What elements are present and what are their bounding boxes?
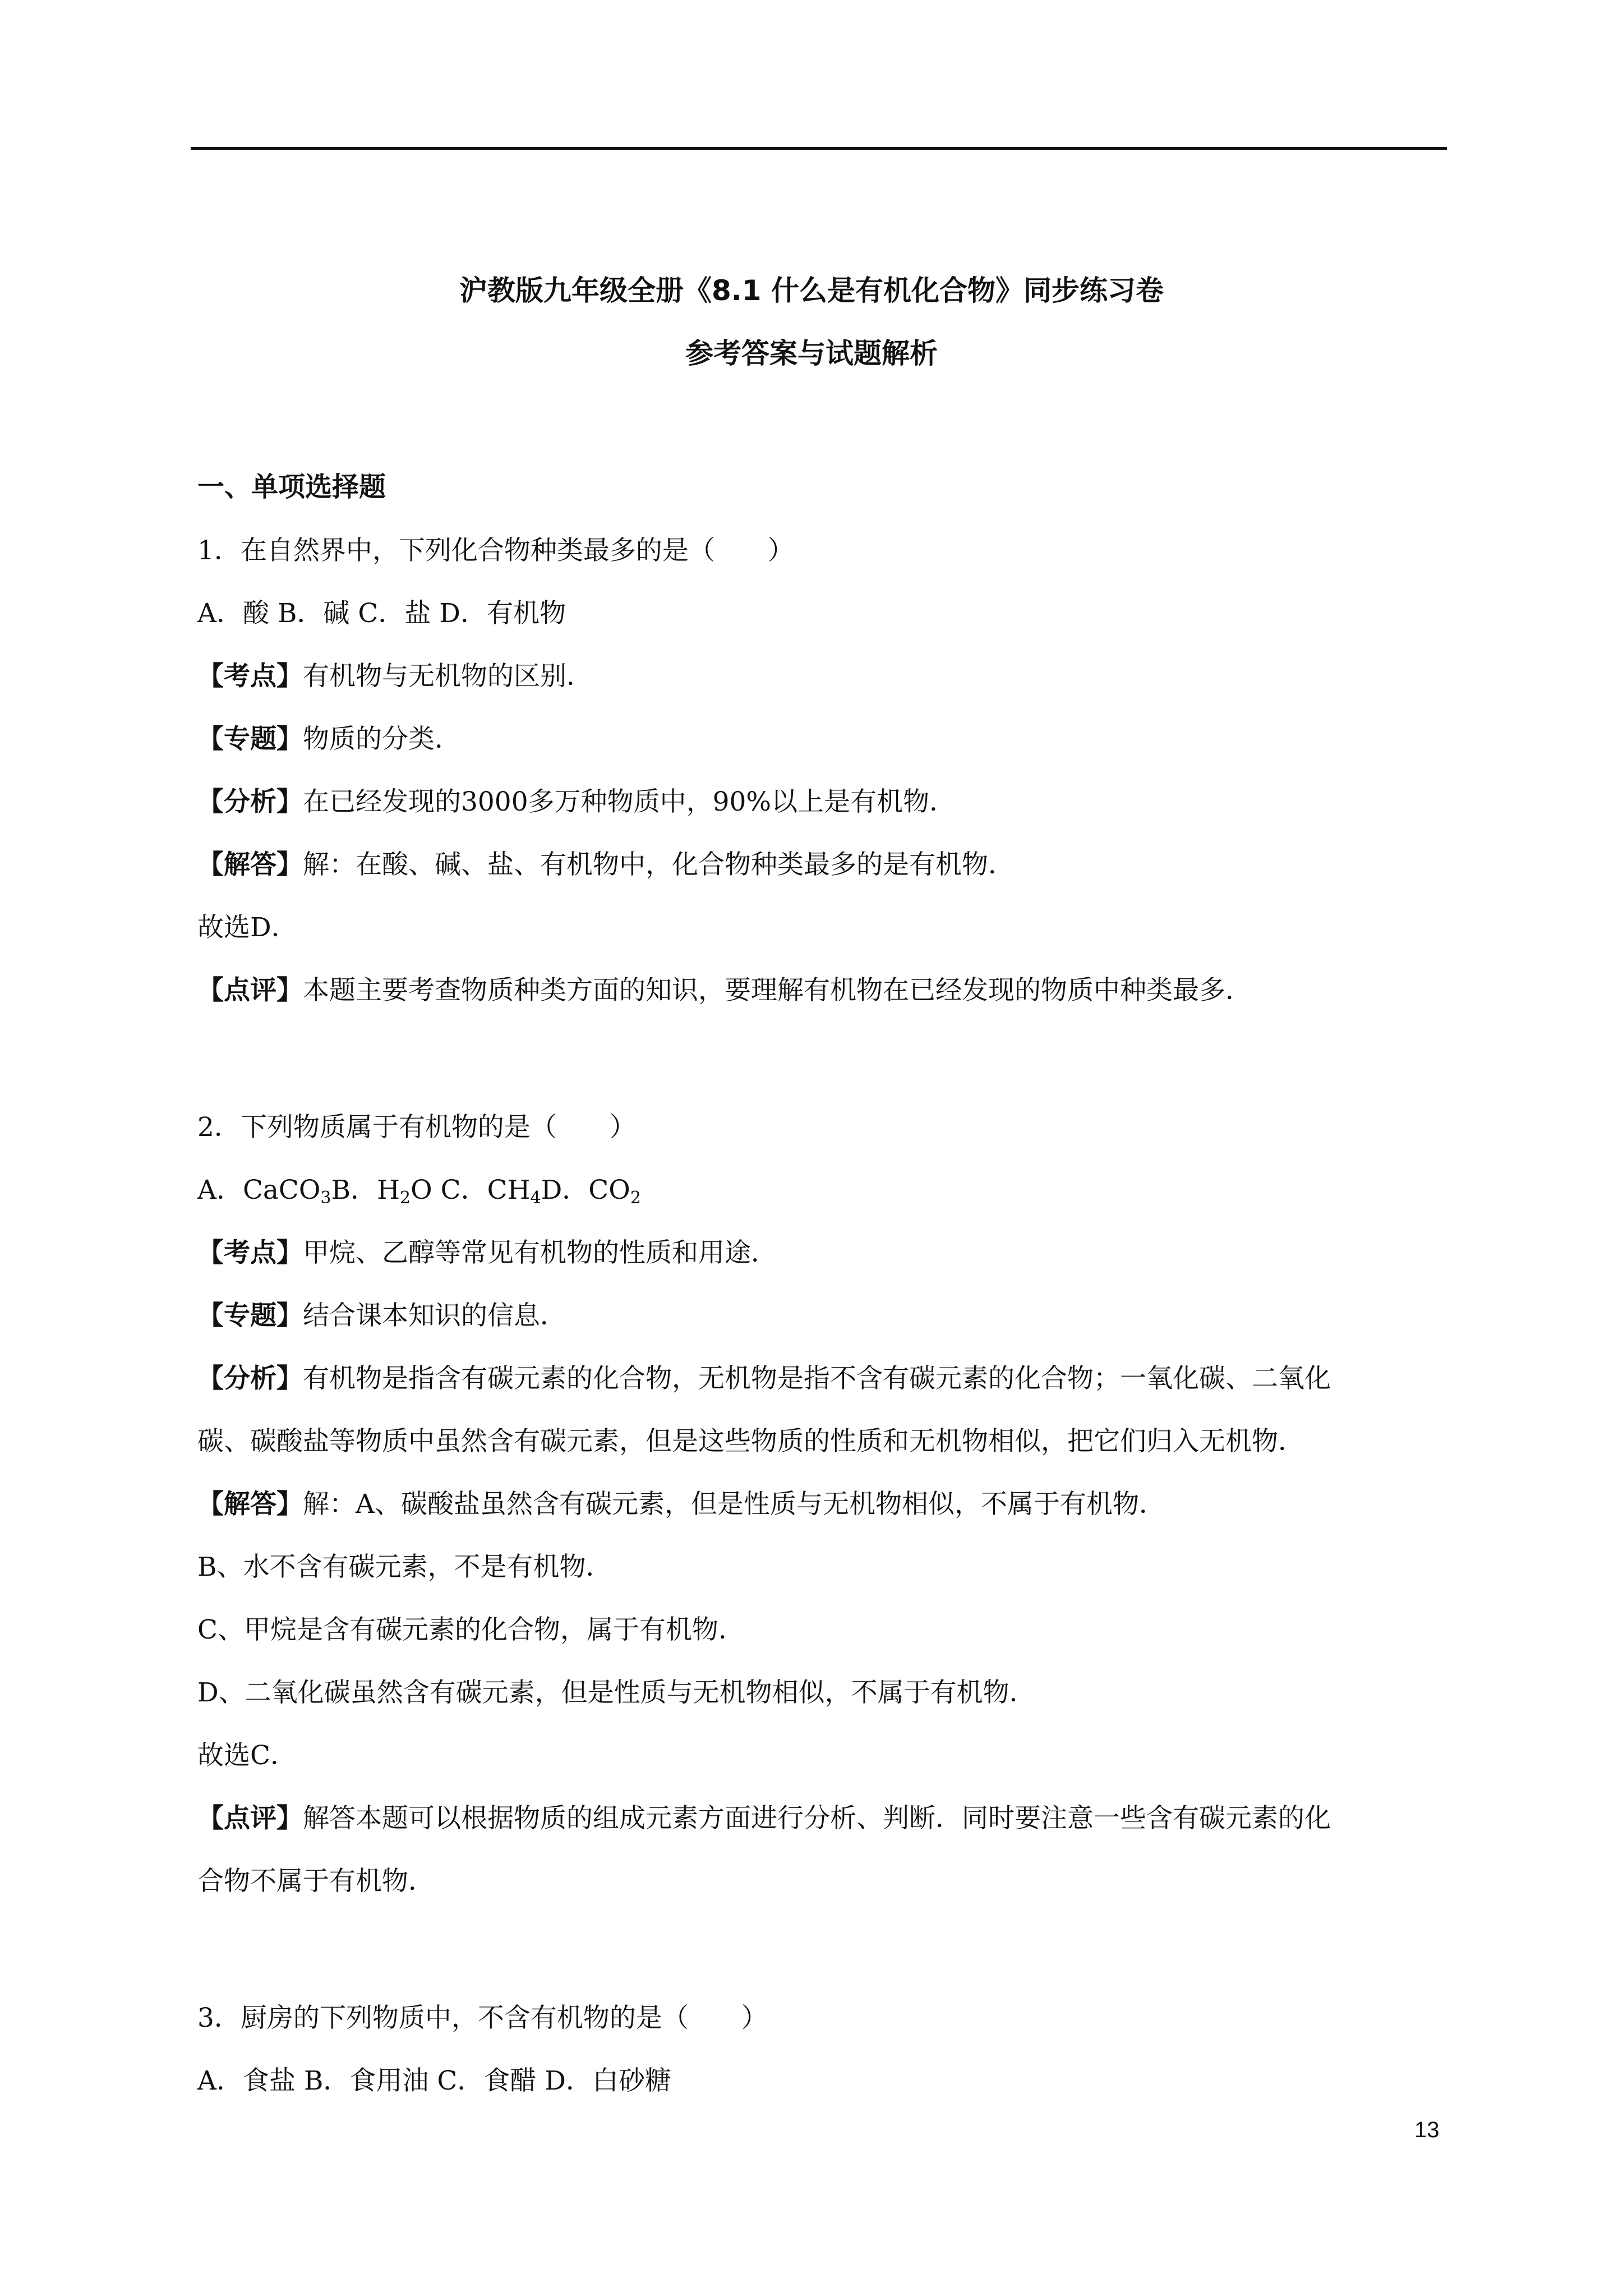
q1-jieda xyxy=(197,848,1015,882)
q1-options: A．酸 B．碱 C．盐 D．有机物 xyxy=(197,598,566,629)
q2-fenxi-continued: 碳、碳酸盐等物质中虽然含有碳元素，但是这些物质的性质和无机物相似，把它们归入无机物． xyxy=(197,1426,1304,1457)
fenxi-text: 在已经发现的3000多万种物质中，90%以上是有机物． xyxy=(303,786,956,817)
q3-stem: 3．厨房的下列物质中，不含有机物的是（ ） xyxy=(197,2003,768,2033)
header-rule xyxy=(191,147,1447,150)
dianping-text: 解答本题可以根据物质的组成元素方面进行分析、判断．同时要注意一些含有碳元素的化 xyxy=(303,1803,1331,1834)
zhuanti-text: 结合课本知识的信息． xyxy=(303,1300,566,1331)
fenxi-tag: 【分析】 xyxy=(197,786,303,817)
q2-answer: 故选C． xyxy=(197,1740,297,1771)
q2-stem: 2．下列物质属于有机物的是（ ） xyxy=(197,1112,636,1143)
document-title: 沪教版九年级全册《8.1 什么是有机化合物》同步练习卷 xyxy=(459,274,1164,307)
kaodian-tag: 【考点】 xyxy=(197,661,303,692)
jieda-text: 解：A、碳酸盐虽然含有碳元素，但是性质与无机物相似，不属于有机物． xyxy=(303,1489,1165,1520)
q2-jieda-c: C、甲烷是含有碳元素的化合物，属于有机物． xyxy=(197,1614,745,1645)
dianping-tag: 【点评】 xyxy=(197,975,303,1006)
q2-dianping-continued: 合物不属于有机物． xyxy=(197,1866,435,1897)
fenxi-text: 有机物是指含有碳元素的化合物，无机物是指不含有碳元素的化合物；一氧化碳、二氧化 xyxy=(303,1363,1331,1394)
subscript: 3 xyxy=(320,1188,331,1208)
option-d-text: D．CO xyxy=(541,1175,630,1205)
jieda-tag: 【解答】 xyxy=(197,1489,303,1520)
jieda-text: 解：在酸、碱、盐、有机物中，化合物种类最多的是有机物． xyxy=(303,849,1015,880)
q2-jieda xyxy=(197,1488,1165,1521)
q1-zhuanti xyxy=(197,723,461,756)
q2-fenxi xyxy=(197,1362,1331,1396)
document-subtitle: 参考答案与试题解析 xyxy=(685,337,938,370)
kaodian-tag: 【考点】 xyxy=(197,1237,303,1268)
fenxi-tag: 【分析】 xyxy=(197,1363,303,1394)
jieda-tag: 【解答】 xyxy=(197,849,303,880)
section-heading: 一、单项选择题 xyxy=(197,471,386,503)
q2-jieda-b: B、水不含有碳元素，不是有机物． xyxy=(197,1552,612,1582)
q2-zhuanti xyxy=(197,1299,566,1333)
option-b-text: B．H xyxy=(331,1175,400,1205)
kaodian-text: 甲烷、乙醇等常见有机物的性质和用途． xyxy=(303,1237,777,1268)
subscript: 4 xyxy=(530,1188,541,1208)
kaodian-text: 有机物与无机物的区别． xyxy=(303,661,593,692)
zhuanti-tag: 【专题】 xyxy=(197,1300,303,1331)
q1-kaodian xyxy=(197,660,593,693)
option-a-text: A．CaCO xyxy=(197,1175,321,1205)
subscript: 2 xyxy=(630,1188,641,1208)
q1-fenxi xyxy=(197,785,956,819)
option-c-text: O C．CH xyxy=(411,1175,531,1205)
zhuanti-tag: 【专题】 xyxy=(197,724,303,754)
q3-options: A．食盐 B．食用油 C．食醋 D．白砂糖 xyxy=(197,2065,671,2096)
q1-dianping xyxy=(197,974,1252,1007)
subscript: 2 xyxy=(400,1188,411,1208)
dianping-text: 本题主要考查物质种类方面的知识，要理解有机物在已经发现的物质中种类最多． xyxy=(303,975,1252,1006)
zhuanti-text: 物质的分类． xyxy=(303,724,461,754)
dianping-tag: 【点评】 xyxy=(197,1803,303,1834)
q2-kaodian xyxy=(197,1236,777,1270)
q1-stem: 1．在自然界中，下列化合物种类最多的是（ ） xyxy=(197,535,794,566)
page-number: 13 xyxy=(1414,2118,1440,2142)
q1-answer: 故选D． xyxy=(197,912,298,943)
q2-options xyxy=(197,1174,641,1207)
q2-dianping xyxy=(197,1802,1331,1835)
q2-jieda-d: D、二氧化碳虽然含有碳元素，但是性质与无机物相似，不属于有机物． xyxy=(197,1677,1036,1708)
